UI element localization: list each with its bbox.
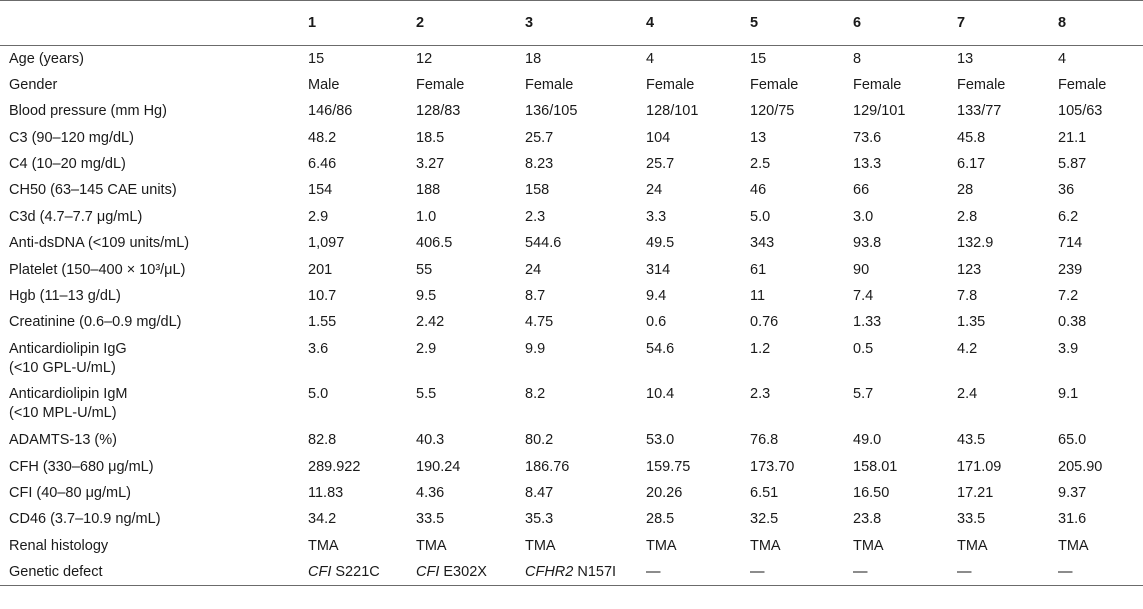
cell-patient-7: 132.9 bbox=[957, 235, 994, 252]
cell-patient-7: 17.21 bbox=[957, 484, 994, 501]
cell-patient-5: 5.0 bbox=[750, 208, 771, 225]
row-label-line: Gender bbox=[9, 76, 58, 93]
cell-patient-8: 31.6 bbox=[1058, 511, 1087, 528]
cell-patient-7: 33.5 bbox=[957, 511, 986, 528]
header-patient-7: 7 bbox=[957, 1, 1058, 46]
cell-patient-7: 28 bbox=[957, 182, 974, 199]
cell-patient-2: 2.42 bbox=[416, 314, 445, 331]
row-label bbox=[0, 283, 308, 309]
cell-patient-2: 4.36 bbox=[416, 484, 445, 501]
table-row bbox=[0, 46, 1143, 72]
row-label-line: Anti-dsDNA (<109 units/mL) bbox=[9, 235, 190, 252]
cell-patient-4: TMA bbox=[646, 537, 677, 554]
cell-patient-8: Female bbox=[1058, 76, 1107, 93]
row-label-line: Hgb (11–13 g/dL) bbox=[9, 288, 121, 305]
cell-patient-3: Female bbox=[525, 76, 574, 93]
cell-patient-4: 20.26 bbox=[646, 484, 683, 501]
cell-patient-5: 61 bbox=[750, 261, 767, 278]
header-corner bbox=[0, 1, 308, 46]
cell-patient-6: 13.3 bbox=[853, 156, 882, 173]
cell-patient-6: 66 bbox=[853, 182, 870, 199]
cell-patient-5: 2.5 bbox=[750, 156, 771, 173]
row-label bbox=[0, 257, 308, 283]
cell-patient-1: 82.8 bbox=[308, 432, 337, 449]
cell-patient-2: 40.3 bbox=[416, 432, 445, 449]
cell-patient-6: 90 bbox=[853, 261, 870, 278]
cell-patient-8: 205.90 bbox=[1058, 458, 1103, 475]
row-label-line: Anticardiolipin IgM bbox=[9, 386, 128, 403]
cell-patient-3: 80.2 bbox=[525, 432, 554, 449]
table-row bbox=[0, 480, 1143, 506]
cell-patient-5: 6.51 bbox=[750, 484, 779, 501]
cell-patient-5: 11 bbox=[750, 288, 766, 305]
row-label-line: C4 (10–20 mg/dL) bbox=[9, 156, 126, 173]
cell-patient-3: 8.2 bbox=[525, 386, 546, 403]
cell-patient-1: 6.46 bbox=[308, 156, 337, 173]
row-label bbox=[0, 480, 308, 506]
row-label-line: CFH (330–680 μg/mL) bbox=[9, 458, 154, 475]
cell-patient-2: 1.0 bbox=[416, 208, 437, 225]
table-row bbox=[0, 336, 1143, 382]
cell-patient-3 bbox=[525, 559, 646, 585]
cell-patient-7 bbox=[957, 559, 1058, 585]
cell-patient-6: 8 bbox=[853, 51, 862, 67]
row-label-line: CH50 (63–145 CAE units) bbox=[9, 182, 177, 199]
row-label bbox=[0, 533, 308, 559]
row-label-line: Age (years) bbox=[9, 51, 84, 67]
table-row bbox=[0, 204, 1143, 230]
cell-patient-1: TMA bbox=[308, 537, 339, 554]
cell-patient-1: 289.922 bbox=[308, 458, 361, 475]
cell-patient-3: 2.3 bbox=[525, 208, 546, 225]
cell-patient-5: 0.76 bbox=[750, 314, 779, 331]
cell-patient-5: 32.5 bbox=[750, 511, 779, 528]
cell-patient-5: TMA bbox=[750, 537, 781, 554]
row-label bbox=[0, 506, 308, 532]
cell-patient-3: 9.9 bbox=[525, 340, 546, 357]
cell-patient-7: 2.4 bbox=[957, 386, 978, 403]
cell-patient-2: 5.5 bbox=[416, 386, 437, 403]
header-patient-8: 8 bbox=[1058, 1, 1143, 46]
row-label-line: CFI (40–80 μg/mL) bbox=[9, 484, 131, 501]
cell-patient-8: 105/63 bbox=[1058, 103, 1103, 120]
cell-patient-7: 13 bbox=[957, 51, 974, 67]
cell-patient-2: 2.9 bbox=[416, 340, 437, 357]
cell-patient-2: 190.24 bbox=[416, 458, 461, 475]
table-row bbox=[0, 381, 1143, 427]
row-label bbox=[0, 230, 308, 256]
gene-variant: — bbox=[853, 564, 868, 581]
cell-patient-4: 24 bbox=[646, 182, 663, 199]
cell-patient-6: 23.8 bbox=[853, 511, 882, 528]
cell-patient-7: 2.8 bbox=[957, 208, 978, 225]
cell-patient-6: TMA bbox=[853, 537, 884, 554]
cell-patient-5: 46 bbox=[750, 182, 767, 199]
cell-patient-8: 9.1 bbox=[1058, 386, 1079, 403]
table-row bbox=[0, 257, 1143, 283]
row-label-line: Creatinine (0.6–0.9 mg/dL) bbox=[9, 314, 182, 331]
gene-variant: E302X bbox=[443, 564, 487, 581]
cell-patient-3: 158 bbox=[525, 182, 550, 199]
cell-patient-5: 2.3 bbox=[750, 386, 771, 403]
row-label-line: Anticardiolipin IgG bbox=[9, 340, 127, 357]
cell-patient-1: 5.0 bbox=[308, 386, 329, 403]
row-label bbox=[0, 46, 308, 72]
gene-variant: — bbox=[646, 564, 661, 581]
cell-patient-8: 6.2 bbox=[1058, 208, 1079, 225]
cell-patient-3: 18 bbox=[525, 51, 542, 67]
row-label-line: Renal histology bbox=[9, 537, 109, 554]
table-row-genetic-defect bbox=[0, 559, 1143, 585]
cell-patient-2: Female bbox=[416, 76, 465, 93]
row-label-line: (<10 MPL-U/mL) bbox=[9, 405, 117, 422]
cell-patient-3: TMA bbox=[525, 537, 556, 554]
table-body bbox=[0, 46, 1143, 586]
gene-variant: — bbox=[957, 564, 972, 581]
table-row bbox=[0, 309, 1143, 335]
cell-patient-6: 158.01 bbox=[853, 458, 898, 475]
cell-patient-5: 13 bbox=[750, 129, 767, 146]
cell-patient-6: Female bbox=[853, 76, 902, 93]
cell-patient-1: 201 bbox=[308, 261, 333, 278]
row-label bbox=[0, 454, 308, 480]
table-row bbox=[0, 283, 1143, 309]
row-label-line: C3d (4.7–7.7 μg/mL) bbox=[9, 208, 143, 225]
cell-patient-8: 21.1 bbox=[1058, 129, 1087, 146]
cell-patient-4: 49.5 bbox=[646, 235, 675, 252]
row-label bbox=[0, 177, 308, 203]
cell-patient-7: 6.17 bbox=[957, 156, 986, 173]
cell-patient-4: 159.75 bbox=[646, 458, 691, 475]
header-patient-3: 3 bbox=[525, 1, 646, 46]
row-label bbox=[0, 309, 308, 335]
cell-patient-1: 10.7 bbox=[308, 288, 337, 305]
cell-patient-2: 9.5 bbox=[416, 288, 437, 305]
cell-patient-4: 4 bbox=[646, 51, 655, 67]
cell-patient-7: 4.2 bbox=[957, 340, 978, 357]
table-row bbox=[0, 454, 1143, 480]
cell-patient-1: 154 bbox=[308, 182, 333, 199]
cell-patient-1: 15 bbox=[308, 51, 325, 67]
cell-patient-5: 15 bbox=[750, 51, 767, 67]
header-patient-6: 6 bbox=[853, 1, 957, 46]
header-patient-4: 4 bbox=[646, 1, 750, 46]
cell-patient-8: 7.2 bbox=[1058, 288, 1079, 305]
cell-patient-3: 8.23 bbox=[525, 156, 554, 173]
row-label-line: ADAMTS-13 (%) bbox=[9, 432, 117, 449]
cell-patient-4: 0.6 bbox=[646, 314, 667, 331]
cell-patient-2 bbox=[416, 559, 525, 585]
row-label bbox=[0, 72, 308, 98]
row-label-line: Platelet (150–400 × 10³/μL) bbox=[9, 261, 186, 278]
cell-patient-3: 8.7 bbox=[525, 288, 546, 305]
cell-patient-4 bbox=[646, 559, 750, 585]
row-label bbox=[0, 151, 308, 177]
cell-patient-7: 123 bbox=[957, 261, 982, 278]
cell-patient-8: 9.37 bbox=[1058, 484, 1087, 501]
gene-name: CFHR2 bbox=[525, 564, 574, 581]
gene-name: CFI bbox=[308, 564, 332, 581]
cell-patient-1: 2.9 bbox=[308, 208, 329, 225]
row-label: Genetic defect bbox=[0, 559, 308, 585]
cell-patient-8: 714 bbox=[1058, 235, 1083, 252]
cell-patient-3: 8.47 bbox=[525, 484, 554, 501]
row-label-line: Blood pressure (mm Hg) bbox=[9, 103, 167, 120]
cell-patient-2: 12 bbox=[416, 51, 433, 67]
cell-patient-4: 9.4 bbox=[646, 288, 667, 305]
gene-variant: S221C bbox=[335, 564, 380, 581]
cell-patient-6 bbox=[853, 559, 957, 585]
cell-patient-7: 43.5 bbox=[957, 432, 986, 449]
header-patient-2: 2 bbox=[416, 1, 525, 46]
cell-patient-2: 18.5 bbox=[416, 129, 445, 146]
table-row bbox=[0, 72, 1143, 98]
header-patient-1: 1 bbox=[308, 1, 416, 46]
cell-patient-3: 24 bbox=[525, 261, 542, 278]
cell-patient-6: 73.6 bbox=[853, 129, 882, 146]
row-label bbox=[0, 98, 308, 124]
cell-patient-2: 55 bbox=[416, 261, 433, 278]
cell-patient-4: 28.5 bbox=[646, 511, 675, 528]
cell-patient-1 bbox=[308, 559, 416, 585]
cell-patient-4: Female bbox=[646, 76, 695, 93]
table-row bbox=[0, 427, 1143, 453]
cell-patient-4: 54.6 bbox=[646, 340, 675, 357]
cell-patient-5: 343 bbox=[750, 235, 775, 252]
cell-patient-6: 1.33 bbox=[853, 314, 882, 331]
cell-patient-3: 35.3 bbox=[525, 511, 554, 528]
cell-patient-8: 0.38 bbox=[1058, 314, 1087, 331]
row-label-line: C3 (90–120 mg/dL) bbox=[9, 129, 134, 146]
cell-patient-3: 4.75 bbox=[525, 314, 554, 331]
cell-patient-6: 0.5 bbox=[853, 340, 874, 357]
cell-patient-5: 120/75 bbox=[750, 103, 795, 120]
cell-patient-1: 146/86 bbox=[308, 103, 353, 120]
cell-patient-7: TMA bbox=[957, 537, 988, 554]
cell-patient-6: 7.4 bbox=[853, 288, 874, 305]
gene-variant: — bbox=[750, 564, 765, 581]
cell-patient-3: 136/105 bbox=[525, 103, 578, 120]
cell-patient-7: Female bbox=[957, 76, 1006, 93]
row-label bbox=[0, 336, 308, 382]
cell-patient-2: 33.5 bbox=[416, 511, 445, 528]
cell-patient-4: 3.3 bbox=[646, 208, 667, 225]
cell-patient-8: 65.0 bbox=[1058, 432, 1087, 449]
cell-patient-7: 7.8 bbox=[957, 288, 978, 305]
cell-patient-2: 3.27 bbox=[416, 156, 445, 173]
cell-patient-7: 1.35 bbox=[957, 314, 986, 331]
cell-patient-4: 314 bbox=[646, 261, 671, 278]
cell-patient-2: TMA bbox=[416, 537, 447, 554]
cell-patient-8: 36 bbox=[1058, 182, 1075, 199]
cell-patient-4: 104 bbox=[646, 129, 671, 146]
cell-patient-6: 129/101 bbox=[853, 103, 906, 120]
table-row bbox=[0, 125, 1143, 151]
cell-patient-6: 3.0 bbox=[853, 208, 874, 225]
cell-patient-6: 49.0 bbox=[853, 432, 882, 449]
cell-patient-5: 76.8 bbox=[750, 432, 779, 449]
cell-patient-7: 45.8 bbox=[957, 129, 986, 146]
cell-patient-6: 16.50 bbox=[853, 484, 890, 501]
cell-patient-5: 1.2 bbox=[750, 340, 771, 357]
cell-patient-1: 48.2 bbox=[308, 129, 337, 146]
cell-patient-5: 173.70 bbox=[750, 458, 795, 475]
cell-patient-1: 3.6 bbox=[308, 340, 329, 357]
header-row bbox=[0, 1, 1143, 46]
gene-variant: N157I bbox=[577, 564, 617, 581]
cell-patient-4: 25.7 bbox=[646, 156, 675, 173]
cell-patient-5: Female bbox=[750, 76, 799, 93]
cell-patient-3: 25.7 bbox=[525, 129, 554, 146]
row-label-line: CD46 (3.7–10.9 ng/mL) bbox=[9, 511, 161, 528]
table-row bbox=[0, 230, 1143, 256]
table-row bbox=[0, 506, 1143, 532]
table-row bbox=[0, 151, 1143, 177]
cell-patient-2: 128/83 bbox=[416, 103, 461, 120]
row-label bbox=[0, 125, 308, 151]
row-label bbox=[0, 381, 308, 427]
cell-patient-7: 133/77 bbox=[957, 103, 1002, 120]
table-row bbox=[0, 533, 1143, 559]
cell-patient-1: 11.83 bbox=[308, 484, 344, 501]
cell-patient-1: Male bbox=[308, 76, 340, 93]
row-label bbox=[0, 427, 308, 453]
header-patient-5: 5 bbox=[750, 1, 853, 46]
gene-name: CFI bbox=[416, 564, 440, 581]
cell-patient-8: 239 bbox=[1058, 261, 1083, 278]
cell-patient-8: 4 bbox=[1058, 51, 1067, 67]
cell-patient-5 bbox=[750, 559, 853, 585]
cell-patient-1: 1.55 bbox=[308, 314, 337, 331]
cell-patient-2: 406.5 bbox=[416, 235, 453, 252]
cell-patient-8: TMA bbox=[1058, 537, 1089, 554]
cell-patient-6: 5.7 bbox=[853, 386, 874, 403]
row-label-line: (<10 GPL-U/mL) bbox=[9, 359, 116, 376]
cell-patient-8: 5.87 bbox=[1058, 156, 1087, 173]
cell-patient-1: 34.2 bbox=[308, 511, 337, 528]
cell-patient-8: 3.9 bbox=[1058, 340, 1079, 357]
cell-patient-8 bbox=[1058, 559, 1143, 585]
table-row bbox=[0, 177, 1143, 203]
cell-patient-4: 10.4 bbox=[646, 386, 675, 403]
gene-variant: — bbox=[1058, 564, 1073, 581]
cell-patient-4: 53.0 bbox=[646, 432, 675, 449]
cell-patient-3: 544.6 bbox=[525, 235, 562, 252]
row-label bbox=[0, 204, 308, 230]
cell-patient-7: 171.09 bbox=[957, 458, 1002, 475]
cell-patient-3: 186.76 bbox=[525, 458, 570, 475]
cell-patient-2: 188 bbox=[416, 182, 441, 199]
cell-patient-1: 1,097 bbox=[308, 235, 345, 252]
cell-patient-6: 93.8 bbox=[853, 235, 882, 252]
cell-patient-4: 128/101 bbox=[646, 103, 699, 120]
table-row bbox=[0, 98, 1143, 124]
